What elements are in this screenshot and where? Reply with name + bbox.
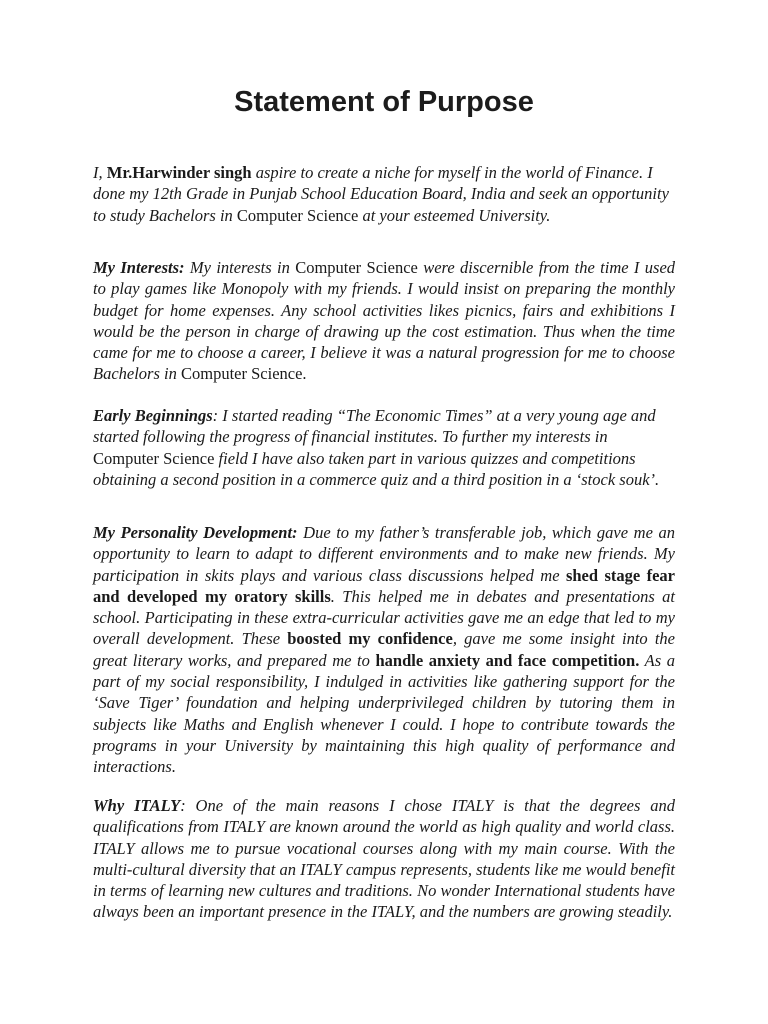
personality-text-1: Due to my father’s transferable job, which gave me an opportunity to learn to adapt to different environments and to make new friends. My participation in skits plays and various class discussions helped me (93, 523, 675, 585)
early-beginnings-paragraph (93, 405, 675, 490)
why-italy-paragraph (93, 795, 675, 923)
italy-text-1: : One of the main reasons I chose ITALY is that the degrees and qualifications from ITALY are known around the world as high quality and world class. ITALY allows me to pursue vocational courses along with my main course. With the multi-cultural diversity that an ITALY campus represents, students like me would benefit in terms of learning new cultures and traditions. No wonder International students have always been an important presence in the ITALY, and the numbers are growing steadily. (93, 796, 676, 922)
intro-text-1: I, (93, 163, 107, 182)
personality-text-3: , gave me some insight into the great literary works, and prepared me to (93, 629, 676, 670)
early-text-2: field I have also taken part in various quizzes and competitions obtaining a second position in a commerce quiz and a third position in a ‘stock souk’. (93, 448, 660, 489)
subject-name: Computer Science (93, 448, 215, 468)
why-italy-heading: Why ITALY (93, 796, 181, 815)
applicant-name: Mr.Harwinder singh (106, 163, 252, 182)
page-title: Statement of Purpose (234, 86, 534, 118)
personality-text-2: . This helped me in debates and presentations at school. Participating in these extra-curricular activities gave me an edge that led to my overall development. These (93, 586, 675, 649)
subject-name: Computer Science (295, 258, 418, 277)
highlight-stage-fear: shed stage fear and developed my oratory skills (93, 565, 676, 606)
subject-name: Computer Science (236, 205, 359, 225)
interests-text-2: were discernible from the time I used to play games like Monopoly with my friends. I would insist on preparing the monthly budget for home expenses. Any school activities likes picnics, fairs and exhibitions I would be the person in charge of drawing up the cost estimation. Thus when the time came for me to choose a career, I believe it was a natural progression for me to choose Bachelors in (93, 258, 676, 384)
interests-text-3: . (302, 364, 307, 384)
interests-paragraph (93, 257, 675, 385)
intro-text-3: at your esteemed University. (358, 205, 551, 225)
subject-name: Computer Science (181, 364, 303, 384)
early-beginnings-heading: Early Beginnings (93, 406, 213, 425)
personality-text-4: As a part of my social responsibility, I indulged in activities like gathering support for the ‘Save Tiger’ foundation and helping underprivileged children by tutoring them in subjects like Maths and English whenever I could. I hope to contribute towards the programs in your University by maintaining this high quality of performance and interactions. (93, 650, 676, 777)
personality-heading: My Personality Development: (93, 523, 298, 542)
interests-text-1: My interests in (184, 258, 296, 277)
highlight-handle-anxiety: handle anxiety and face competition. (375, 650, 640, 670)
early-text-1: : I started reading “The Economic Times” at a very young age and started following the progress of financial institutes. To further my interests in (93, 406, 656, 447)
interests-heading: My Interests: (93, 258, 185, 277)
personality-paragraph (93, 522, 675, 778)
intro-text-2: aspire to create a niche for myself in the world of Finance. I done my 12th Grade in Punjab School Education Board, India and seek an opportunity to study Bachelors in (93, 163, 669, 225)
intro-paragraph (93, 162, 675, 226)
highlight-boosted-confidence: boosted my confidence (287, 629, 453, 649)
